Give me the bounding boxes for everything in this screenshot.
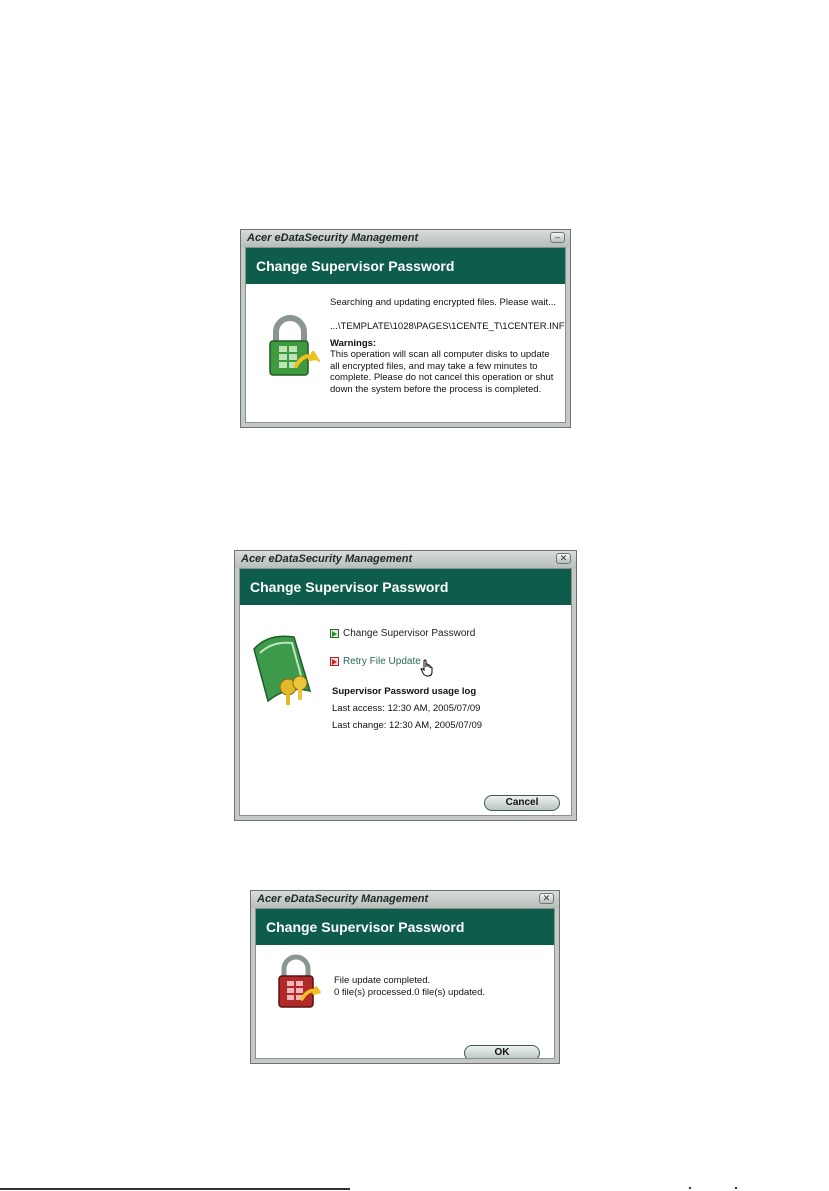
dialog-header: Change Supervisor Password [256,909,554,945]
dialog-content [245,247,566,423]
retry-file-update-label: Retry File Update [343,656,421,667]
padlock-icon [264,314,320,378]
retry-file-update-link[interactable] [330,656,421,667]
ok-button[interactable]: OK [464,1045,540,1059]
dialog-header: Change Supervisor Password [246,248,565,284]
padlock-icon [274,953,322,1011]
warnings-text: This operation will scan all computer disks to update all encrypted files, and may take a few minutes to complete. Please do not cancel this operation or shut down the system before the process is completed. [330,349,554,395]
titlebar[interactable] [235,551,576,568]
keys-folder-icon [248,629,318,709]
page-rule [0,1188,350,1190]
dialog-options [234,550,577,821]
change-password-link[interactable] [330,628,475,639]
warnings-label: Warnings: [330,338,377,349]
change-password-label: Change Supervisor Password [343,628,476,639]
last-access: Last access: 12:30 AM, 2005/07/09 [332,703,481,714]
current-file-path: ...\TEMPLATE\1028\PAGES\1CENTE_T\1CENTER.INF [330,321,565,332]
dialog-content [255,908,555,1059]
arrow-icon [330,629,339,638]
window-title: Acer eDataSecurity Management [257,893,429,905]
minimize-icon[interactable]: – [550,232,565,243]
files-processed: 0 file(s) processed.0 file(s) updated. [334,987,486,998]
dialog-header: Change Supervisor Password [240,569,571,605]
completion-message: File update completed. [334,975,431,986]
dialog-progress [240,229,571,428]
page-mark [689,1187,691,1189]
close-icon[interactable]: ✕ [539,893,554,904]
hand-cursor-icon [420,659,434,677]
close-icon[interactable]: ✕ [556,553,571,564]
titlebar[interactable] [241,230,570,247]
cancel-button[interactable]: Cancel [484,795,560,811]
arrow-icon [330,657,339,666]
titlebar[interactable] [251,891,559,908]
page-mark [735,1187,737,1189]
dialog-content [239,568,572,816]
status-text: Searching and updating encrypted files. Please wait... [330,297,557,308]
usage-log-title: Supervisor Password usage log [332,686,477,697]
last-change: Last change: 12:30 AM, 2005/07/09 [332,720,483,731]
dialog-completed [250,890,560,1064]
window-title: Acer eDataSecurity Management [247,232,419,244]
window-title: Acer eDataSecurity Management [241,553,413,565]
